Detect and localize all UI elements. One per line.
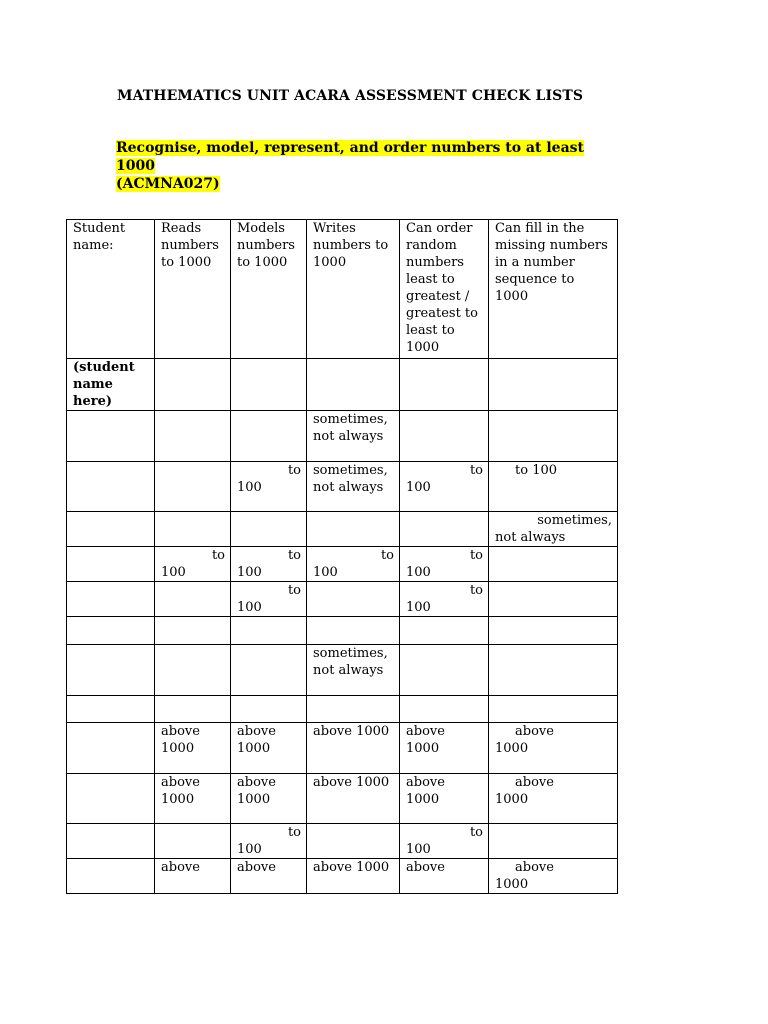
checkbox-cell[interactable] [489,411,618,462]
checkbox-cell[interactable] [489,696,618,723]
note-100: 100 [161,565,186,580]
table-row [67,359,618,411]
note-100: 100 [532,463,558,478]
checkbox-cell[interactable] [307,462,400,512]
note-sometimes: sometimes, [313,412,388,427]
note-to: to [469,548,483,563]
note-to: to [287,825,301,840]
note-to: to [211,548,225,563]
student-name-cell[interactable] [67,723,155,774]
note-1000: 1000 [406,792,440,807]
table-row [67,411,618,462]
note-above: above [406,724,445,739]
student-name-cell[interactable] [67,774,155,824]
checkbox-cell[interactable] [155,411,231,462]
checkbox-cell[interactable] [155,696,231,723]
checkbox-cell[interactable] [155,774,231,824]
note-not-always: not always [313,480,384,495]
checkbox-cell[interactable] [400,696,489,723]
checkbox-cell[interactable] [307,411,400,462]
checkbox-cell[interactable] [400,859,489,894]
note-100: 100 [313,565,338,580]
table-row [67,824,618,859]
note-sometimes: sometimes, [313,463,388,478]
checkbox-cell[interactable] [489,774,618,824]
checkbox-cell[interactable] [307,696,400,723]
table-row [67,547,618,582]
table-row [67,645,618,696]
checkbox-cell[interactable] [155,824,231,859]
checkbox-cell[interactable] [489,462,618,512]
student-name-cell[interactable] [67,824,155,859]
note-to: to [287,548,301,563]
note-above: above [406,860,445,875]
table-row [67,512,618,547]
note-sometimes: sometimes, [313,646,388,661]
student-name-cell[interactable] [67,411,155,462]
checkbox-cell[interactable] [400,645,489,696]
checkbox-cell[interactable] [231,774,307,824]
header-writes: Writes numbers to 1000 [307,220,400,359]
checkbox-cell[interactable] [400,617,489,645]
table-row [67,462,618,512]
checkbox-cell[interactable] [307,512,400,547]
checkbox-cell[interactable] [400,582,489,617]
header-reads: Reads numbers to 1000 [155,220,231,359]
table-row [67,774,618,824]
checkbox-cell[interactable] [231,582,307,617]
checkbox-cell[interactable] [400,547,489,582]
checkbox-cell[interactable] [400,723,489,774]
header-can-order: Can order random numbers least to greatest / greatest to least to 1000 [400,220,489,359]
checkbox-cell[interactable] [489,359,618,411]
checkbox-cell[interactable] [231,512,307,547]
checkbox-cell[interactable] [489,582,618,617]
checkbox-cell[interactable] [155,723,231,774]
checkbox-cell[interactable] [489,859,618,894]
student-name-cell[interactable] [67,582,155,617]
student-name-cell[interactable] [67,512,155,547]
checkbox-cell[interactable] [400,462,489,512]
checkbox-cell[interactable] [489,512,618,547]
note-to: to [380,548,394,563]
table-row [67,859,618,894]
note-above: above [161,775,200,790]
note-sometimes: sometimes, [537,513,612,528]
student-name-cell[interactable] [67,547,155,582]
checkbox-cell[interactable] [307,582,400,617]
note-to: to [469,463,483,478]
checkbox-cell[interactable] [155,359,231,411]
note-100: 100 [406,565,431,580]
header-can-fill: Can fill in the missing numbers in a number sequence to 1000 [489,220,618,359]
note-1000: 1000 [495,741,529,756]
note-above: above [237,724,276,739]
note-above: above [237,775,276,790]
note-to: to [469,825,483,840]
checkbox-cell[interactable] [155,547,231,582]
checkbox-cell[interactable] [307,359,400,411]
checkbox-cell[interactable] [307,617,400,645]
assessment-checklist-table [66,219,618,894]
student-name-cell[interactable] [67,696,155,723]
checkbox-cell[interactable] [231,723,307,774]
note-100: 100 [237,842,262,857]
note-above-1000: above 1000 [313,724,390,739]
checkbox-cell[interactable] [489,645,618,696]
document-title: MATHEMATICS UNIT ACARA ASSESSMENT CHECK LISTS [117,88,584,104]
checkbox-cell[interactable] [307,824,400,859]
note-1000: 1000 [161,792,195,807]
note-to: to [287,463,301,478]
note-not-always: not always [313,429,384,444]
checkbox-cell[interactable] [400,411,489,462]
checkbox-cell[interactable] [400,512,489,547]
header-models: Models numbers to 1000 [231,220,307,359]
header-row [67,220,618,359]
checkbox-cell[interactable] [307,723,400,774]
table-row [67,723,618,774]
objective-line-2: (ACMNA027) [116,176,220,192]
checkbox-cell[interactable] [155,582,231,617]
checkbox-cell[interactable] [155,859,231,894]
note-1000: 1000 [237,741,271,756]
checkbox-cell[interactable] [231,547,307,582]
checkbox-cell[interactable] [155,512,231,547]
note-not-always: not always [313,663,384,678]
checkbox-cell[interactable] [155,645,231,696]
table-row [67,582,618,617]
note-above: above [161,860,200,875]
checkbox-cell[interactable] [400,774,489,824]
checkbox-cell[interactable] [307,859,400,894]
checkbox-cell[interactable] [231,859,307,894]
checkbox-cell[interactable] [489,824,618,859]
checkbox-cell[interactable] [231,411,307,462]
checkbox-cell[interactable] [307,645,400,696]
student-name-cell[interactable] [67,617,155,645]
table-row [67,617,618,645]
checkbox-cell[interactable] [231,462,307,512]
note-to: to [287,583,301,598]
checkbox-cell[interactable] [231,824,307,859]
student-name-cell[interactable] [67,859,155,894]
note-1000: 1000 [495,877,529,892]
note-100: 100 [406,842,431,857]
checkbox-cell[interactable] [307,547,400,582]
note-100: 100 [237,600,262,615]
checkbox-cell[interactable] [400,359,489,411]
note-to: to [469,583,483,598]
note-1000: 1000 [406,741,440,756]
objective-highlight [116,139,596,193]
checkbox-cell[interactable] [231,696,307,723]
note-above: above [406,775,445,790]
checkbox-cell[interactable] [489,617,618,645]
checkbox-cell[interactable] [231,359,307,411]
note-above: above [515,860,554,875]
note-to: to [515,463,529,478]
note-1000: 1000 [495,792,529,807]
student-name-cell[interactable] [67,645,155,696]
note-above-1000: above 1000 [313,860,390,875]
checkbox-cell[interactable] [489,723,618,774]
note-above: above [515,724,554,739]
note-above: above [515,775,554,790]
note-100: 100 [237,480,262,495]
note-100: 100 [406,600,431,615]
table-row [67,696,618,723]
note-1000: 1000 [161,741,195,756]
checkbox-cell[interactable] [155,462,231,512]
checkbox-cell[interactable] [400,824,489,859]
note-not-always: not always [495,530,566,545]
checkbox-cell[interactable] [489,547,618,582]
note-above: above [161,724,200,739]
objective-line-1: Recognise, model, represent, and order numbers to at least 1000 [116,140,584,174]
student-name-cell[interactable] [67,462,155,512]
header-student-name: Student name: [67,220,155,359]
note-above-1000: above 1000 [313,775,390,790]
checkbox-cell[interactable] [231,617,307,645]
note-100: 100 [406,480,431,495]
student-name-cell: (student name here) [67,359,155,411]
note-1000: 1000 [237,792,271,807]
note-above: above [237,860,276,875]
checkbox-cell[interactable] [307,774,400,824]
checkbox-cell[interactable] [155,617,231,645]
checkbox-cell[interactable] [231,645,307,696]
note-100: 100 [237,565,262,580]
